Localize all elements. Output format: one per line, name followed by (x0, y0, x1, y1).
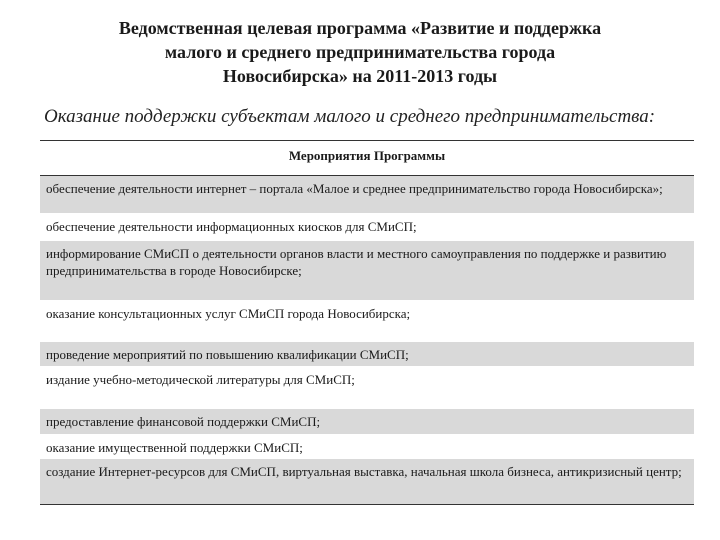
table-row: предоставление финансовой поддержки СМиСП; (40, 409, 694, 435)
table-row: оказание имущественной поддержки СМиСП; (40, 435, 694, 459)
program-measures-table (40, 140, 694, 505)
table-row: информирование СМиСП о деятельности органов власти и местного самоуправления по поддержке и развитию предпринимательства в городе Новосибирске; (40, 241, 694, 301)
section-subtitle: Оказание поддержки субъектам малого и среднего предпринимательства: (44, 106, 656, 127)
page-title (60, 16, 660, 88)
table-row: оказание консультационных услуг СМиСП города Новосибирска; (40, 301, 694, 342)
table-header: Мероприятия Программы (40, 141, 694, 176)
table-row: издание учебно-методической литературы для СМиСП; (40, 367, 694, 409)
title-line-1: Ведомственная целевая программа «Развитие и поддержка (118, 18, 602, 38)
table-row: обеспечение деятельности интернет – портала «Малое и среднее предпринимательство города Новосибирска»; (40, 176, 694, 214)
title-line-3: Новосибирска» на 2011-2013 годы (222, 66, 498, 86)
table-row: проведение мероприятий по повышению квалификации СМиСП; (40, 342, 694, 367)
title-line-2: малого и среднего предпринимательства города (164, 42, 556, 62)
table-row: обеспечение деятельности информационных киосков для СМиСП; (40, 214, 694, 241)
table-row: создание Интернет-ресурсов для СМиСП, виртуальная выставка, начальная школа бизнеса, антикризисный центр; (40, 459, 694, 505)
